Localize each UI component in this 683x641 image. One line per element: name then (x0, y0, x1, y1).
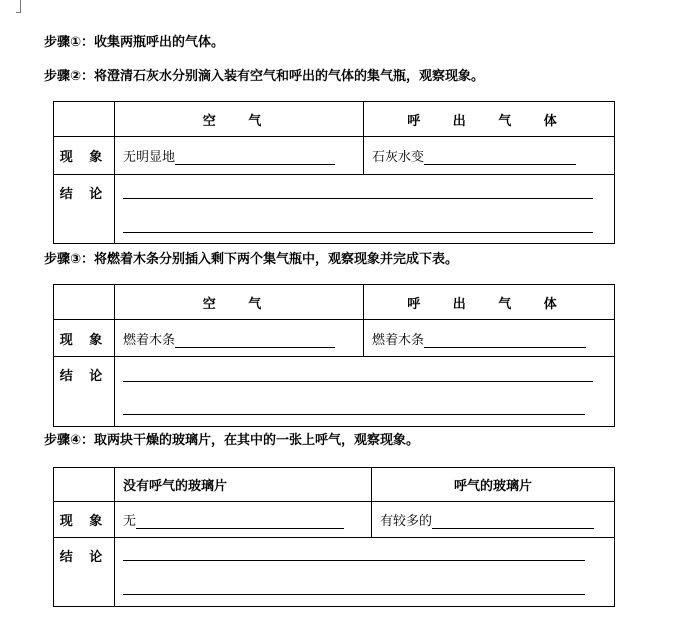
observation-air-cell (115, 320, 364, 357)
observation-breath-blank[interactable] (432, 513, 594, 529)
step-4-text: 步骤④：取两块干燥的玻璃片，在其中的一张上呼气，观察现象。 (44, 433, 420, 448)
table-burning-splint (53, 284, 615, 427)
conclusion-blank-line[interactable] (123, 381, 593, 382)
observation-no-breath-cell (115, 502, 372, 538)
header-no-breath-slide: 没有呼气的玻璃片 (115, 468, 372, 502)
header-exhaled-gas: 呼 出 气 体 (364, 102, 615, 137)
observation-no-breath-prefix: 无 (123, 514, 137, 529)
conclusion-area (115, 357, 615, 427)
header-air: 空 气 (115, 102, 364, 137)
conclusion-blank-line[interactable] (123, 560, 585, 561)
conclusion-label: 结 论 (54, 175, 115, 244)
page-corner-mark (16, 0, 21, 13)
table-corner-cell (54, 285, 115, 320)
conclusion-blank-line[interactable] (123, 594, 585, 595)
observation-exhaled-cell (364, 137, 615, 175)
conclusion-area (115, 175, 615, 244)
header-air: 空 气 (115, 285, 364, 320)
observation-no-breath-blank[interactable] (136, 513, 344, 529)
observation-air-prefix: 无明显地 (123, 150, 176, 165)
step-1-text: 步骤①：收集两瓶呼出的气体。 (44, 35, 225, 50)
observation-exhaled-prefix: 燃着木条 (372, 332, 425, 348)
table-corner-cell (54, 468, 115, 502)
observation-exhaled-cell (364, 320, 615, 357)
observation-breath-cell (372, 502, 615, 538)
conclusion-label: 结 论 (54, 538, 115, 607)
observation-exhaled-blank[interactable] (424, 149, 576, 165)
header-breath-slide: 呼气的玻璃片 (372, 468, 615, 502)
conclusion-blank-line[interactable] (123, 414, 585, 415)
header-exhaled-gas: 呼 出 气 体 (364, 285, 615, 320)
conclusion-area (115, 538, 615, 607)
table-glass-slide (53, 467, 615, 607)
table-corner-cell (54, 102, 115, 137)
step-2-text: 步骤②：将澄清石灰水分别滴入装有空气和呼出的气体的集气瓶，观察现象。 (44, 69, 485, 84)
conclusion-label: 结 论 (54, 357, 115, 427)
conclusion-blank-line[interactable] (123, 232, 593, 233)
observation-label: 现 象 (54, 137, 115, 175)
observation-exhaled-blank[interactable] (424, 332, 586, 348)
step-3-text: 步骤③：将燃着木条分别插入剩下两个集气瓶中，观察现象并完成下表。 (44, 252, 459, 267)
observation-label: 现 象 (54, 320, 115, 357)
conclusion-blank-line[interactable] (123, 198, 593, 199)
observation-air-prefix: 燃着木条 (123, 332, 176, 348)
observation-air-cell (115, 137, 364, 175)
observation-label: 现 象 (54, 502, 115, 538)
observation-air-blank[interactable] (175, 332, 335, 348)
observation-breath-prefix: 有较多的 (380, 514, 433, 529)
observation-air-blank[interactable] (175, 149, 335, 165)
table-lime-water (53, 101, 615, 244)
observation-exhaled-prefix: 石灰水变 (372, 150, 425, 165)
